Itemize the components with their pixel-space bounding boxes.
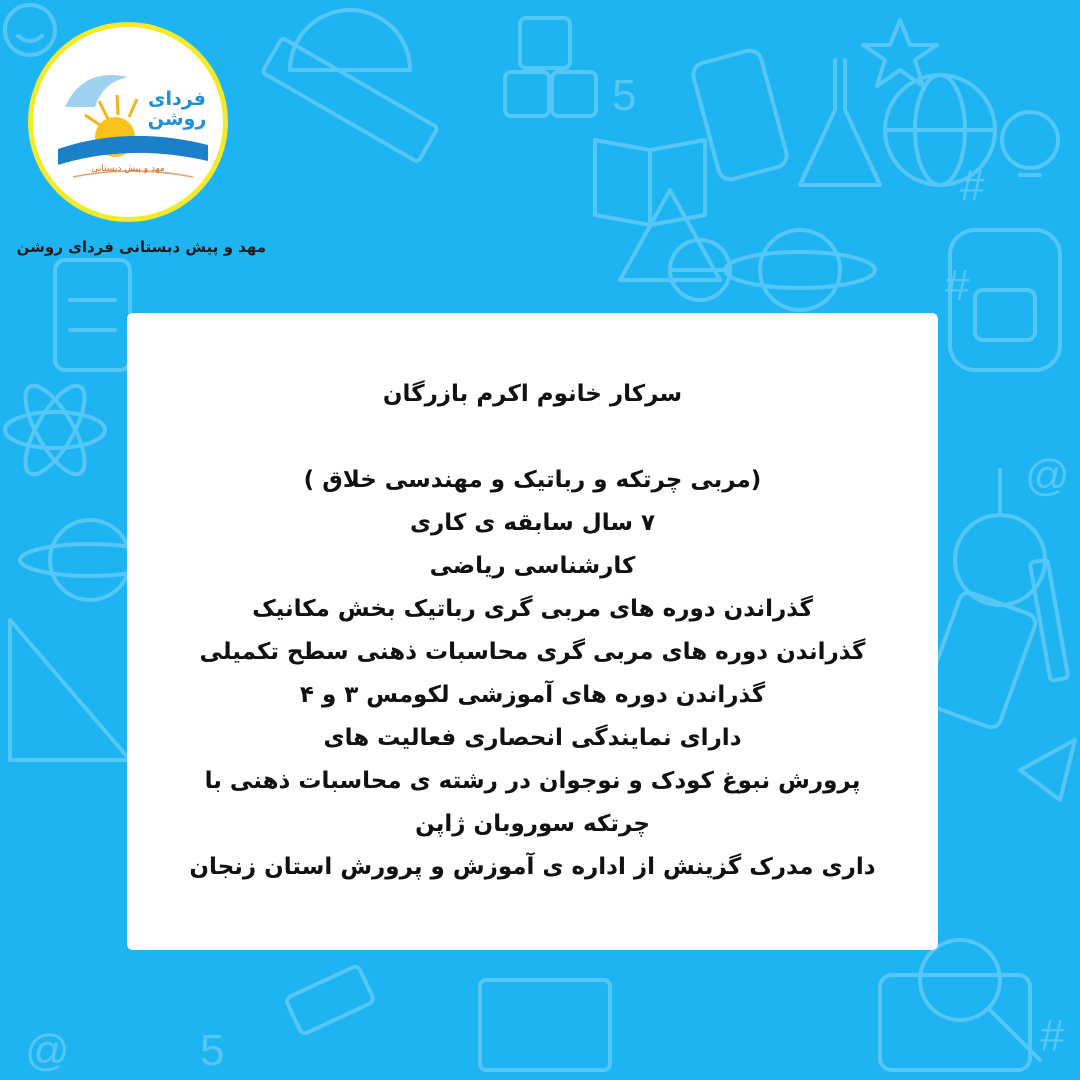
planet-icon [725, 230, 875, 310]
paper-plane-icon [1020, 740, 1075, 800]
svg-text:@: @ [25, 1026, 70, 1075]
basketball-icon [670, 240, 730, 300]
lightbulb-icon [1002, 112, 1058, 175]
card-line: پرورش نبوغ کودک و نوجوان در رشته ی محاسبات ذهنی با [204, 768, 861, 794]
tablet-icon [922, 590, 1038, 730]
flask-icon [800, 60, 880, 185]
atom-icon [5, 378, 105, 483]
card-line: دارای نمایندگی انحصاری فعالیت های [323, 725, 742, 751]
protractor-icon [290, 10, 410, 70]
magnifier-icon [920, 940, 1040, 1060]
info-card [127, 313, 938, 950]
briefcase-icon [880, 975, 1030, 1070]
card-line: داری مدرک گزینش از اداره ی آموزش و پرورش استان زنجان [189, 854, 876, 880]
card-line: ۷ سال سابقه ی کاری [409, 510, 656, 536]
card-line: گذراندن دوره های مربی گری محاسبات ذهنی سطح تکمیلی [199, 639, 866, 665]
logo-subtitle: مهد و پیش دبستانی [91, 164, 165, 174]
chalkboard-icon [480, 980, 610, 1070]
wave-icon [58, 136, 208, 165]
svg-text:#: # [945, 261, 970, 310]
card-line: چرتکه سوروبان ژاپن [415, 811, 650, 837]
card-line: گذراندن دوره های مربی گری رباتیک بخش مکانیک [252, 596, 813, 622]
logo [28, 22, 228, 222]
card-title: سرکار خانوم اکرم بازرگان [382, 381, 683, 407]
calculator-icon [55, 260, 130, 370]
svg-text:#: # [960, 161, 985, 210]
ruler-icon [262, 38, 438, 163]
card-line: (مربی چرتکه و رباتیک و مهندسی خلاق ) [303, 467, 762, 493]
svg-text:@: @ [1025, 451, 1070, 500]
school-name-caption: مهد و پیش دبستانی فردای روشن [16, 238, 266, 256]
card-line: گذراندن دوره های آموزشی لکومس ۳ و ۴ [299, 682, 766, 708]
svg-text:5: 5 [612, 71, 637, 120]
svg-text:5: 5 [200, 1026, 225, 1075]
set-square-icon [10, 620, 130, 760]
card-line: کارشناسی ریاضی [429, 553, 636, 579]
abc-blocks-icon [505, 18, 596, 116]
eraser-icon [285, 965, 374, 1035]
book-icon [595, 140, 705, 225]
svg-text:#: # [1040, 1011, 1065, 1060]
logo-brand-name: فردای روشن [147, 88, 207, 130]
